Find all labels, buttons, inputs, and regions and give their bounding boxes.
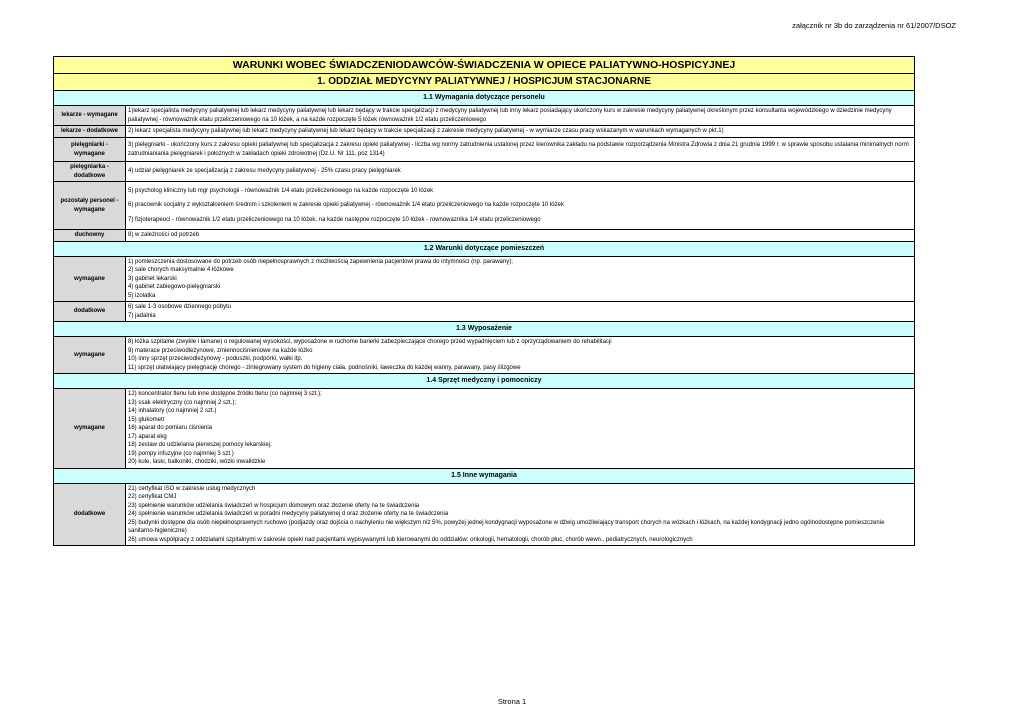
requirement-category: dodatkowe bbox=[54, 302, 126, 322]
requirement-item: 7) fizjoterapeuci - równoważnik 1/2 etatu przeliczeniowego na 10 łóżek, na każde następne rozpoczęte 10 łóżek - rownowaznika 1/4 etatu przeliczeniowego bbox=[128, 216, 541, 223]
section-header-row bbox=[54, 241, 915, 256]
section-header: 1.1 Wymagania dotyczące personelu bbox=[54, 91, 915, 106]
requirement-category: pielęgniarka - dodatkowe bbox=[54, 162, 126, 182]
requirement-item: 17) aparat ekg bbox=[128, 433, 167, 440]
requirement-item: 16) aparat do pomiaru ciśnienia bbox=[128, 425, 213, 431]
requirement-item: 2) sale chorych maksymalnie 4 łóżkowe bbox=[128, 267, 234, 273]
requirement-content bbox=[126, 138, 915, 162]
requirement-content bbox=[126, 162, 915, 182]
section-header-row bbox=[54, 322, 915, 337]
requirement-item: 4) udział pielęgniarek ze specjalizacją z zakresu medycyny paliatywnej - 25% czasu pracy pielęgniarek bbox=[128, 168, 401, 175]
requirement-row bbox=[54, 389, 915, 469]
requirement-item: 8) łóżka szpitalne (zwykłe i łamane) o regulowanej wysokości, wyposażone w ruchome barierki zabezpieczające chorego przed wypadnięciem lub z oprzyrządowaniem do rehabilitacji bbox=[128, 339, 612, 345]
requirement-category: pozostały personel - wymagane bbox=[54, 182, 126, 230]
requirement-content bbox=[126, 337, 915, 374]
requirements-table-body bbox=[54, 57, 915, 546]
requirement-item: 9) materace przeciwodleżynowe, zmiennociśnieniowe na każde łóżko bbox=[128, 347, 313, 354]
section-header: 1.2 Warunki dotyczące pomieszczeń bbox=[54, 241, 915, 256]
requirement-content bbox=[126, 483, 915, 546]
requirement-item: 24) spełnienie warunków udzielania świadczeń w poradni medycyny paliatywnej d oraz złożenie oferty na te świadczenia bbox=[128, 511, 449, 517]
requirement-item: 5) izolatka bbox=[128, 292, 156, 299]
section-header-row bbox=[54, 374, 915, 389]
requirement-item: 12) koncentrator tlenu lub inne dostępne źródło tlenu (co najmniej 3 szt.); bbox=[128, 391, 322, 397]
requirement-row bbox=[54, 182, 915, 230]
requirement-row bbox=[54, 256, 915, 302]
requirement-category: pielęgniarki - wymagane bbox=[54, 138, 126, 162]
requirement-row bbox=[54, 162, 915, 182]
requirement-item: 20) kule, laski, balkoniki, chodziki, wózki inwalidzkie bbox=[128, 459, 266, 465]
requirement-item: 7) jadalnia bbox=[128, 312, 156, 319]
requirement-item: 23) spełnienie warunków udzielania świadczeń w hospicjum domowym oraz złożenie oferty na te świadczenia bbox=[128, 502, 420, 509]
section-header-row bbox=[54, 468, 915, 483]
requirement-category: duchowny bbox=[54, 230, 126, 242]
requirement-item: 4) gabinet zabiegowo-pielęgniarski bbox=[128, 284, 221, 290]
subtitle-row bbox=[54, 74, 915, 91]
requirement-row bbox=[54, 302, 915, 322]
requirement-content bbox=[126, 389, 915, 469]
requirement-item: 15) glukometr bbox=[128, 416, 165, 423]
requirement-content bbox=[126, 182, 915, 230]
requirement-item: 13) ssak elektryczny (co najmniej 2 szt.); bbox=[128, 399, 237, 406]
requirement-item: 11) sprzęt ułatwiający pielęgnację chorego - zintegrowany system do higieny ciała, podnośniki, ławeczka do każdej wanny, parawany, pasy ślizgowe bbox=[128, 364, 521, 371]
requirement-item: 26) umowa współpracy z oddziałami szpitalnymi w zakresie opieki nad pacjentami wypisywanymi lub kierowanymi do oddziałów: onkologii, hematologii, chorób płuc, chorób wewn., pediatrycznych, neurologicznych bbox=[128, 536, 693, 543]
requirement-content bbox=[126, 106, 915, 126]
section-header: 1.4 Sprzęt medyczny i pomocniczy bbox=[54, 374, 915, 389]
requirement-item: 2) lekarz specjalista medycyny paliatywnej lub lekarz medycyny paliatywnej lub lekarz będący w trakcie specjalizacji z zakresie medycyny paliatywnej - w wymiarze czasu pracy wskazanym w warunkach wymaganych w pkt.1) bbox=[128, 128, 724, 135]
requirement-category: lekarze - wymagane bbox=[54, 106, 126, 126]
requirement-item: 1) pomieszczenia dostosowane do potrzeb osób niepełnosprawnych z możliwością zapewnienia pacjentowi prawa do intymności (np. parawany); bbox=[128, 258, 513, 265]
requirement-item: 1)lekarz specjalista medycyny paliatywnej lub lekarz medycyny paliatywnej lub lekarz będący w trakcie specjalizacji z medycyny paliatywnej lub inny lekarz posiadający ukończony kurs w zakresie medycyny paliatywnej określonym przez konsultanta wojewódzkiego w dziedzinie medycyny paliatywnej - równoważnik etatu przeliczeniowego na 10 łóżek, a na każde rozpoczęte 5 łóżek równoważnik 1/2 etatu przeliczeniowego bbox=[128, 108, 892, 123]
requirement-category: wymagane bbox=[54, 337, 126, 374]
requirement-item: 10) inny sprzęt przeciwodleżynowy - poduszki, podpórki, wałki itp. bbox=[128, 356, 303, 362]
requirement-content bbox=[126, 302, 915, 322]
requirement-row bbox=[54, 106, 915, 126]
requirement-content bbox=[126, 256, 915, 302]
requirement-item: 8) w zależności od potrzeb bbox=[128, 232, 200, 238]
document-subtitle: 1. ODDZIAŁ MEDYCYNY PALIATYWNEJ / HOSPICJUM STACJONARNE bbox=[54, 74, 915, 91]
requirement-category: lekarze - dodatkowe bbox=[54, 126, 126, 138]
section-header-row bbox=[54, 91, 915, 106]
requirement-content bbox=[126, 126, 915, 138]
requirement-category: dodatkowe bbox=[54, 483, 126, 546]
requirement-item: 22) certyfikat CMJ bbox=[128, 494, 177, 500]
requirement-item: 5) psycholog kliniczny lub mgr psychologii - równoważnik 1/4 etatu przeliczeniowego na każde rozpoczęte 10 łóżek bbox=[128, 187, 434, 194]
requirements-table bbox=[53, 56, 915, 546]
section-header: 1.3 Wyposażenie bbox=[54, 322, 915, 337]
requirement-content bbox=[126, 230, 915, 242]
title-row bbox=[54, 57, 915, 74]
requirement-item: 21) certyfikat ISO w zakresie usług medycznych bbox=[128, 485, 256, 492]
requirement-row bbox=[54, 483, 915, 546]
requirement-item: 25) budynki dostępne dla osób niepełnosprawnych ruchowo (podjazdy oraz dojścia o nachyleniu nie większym niż 5%, powyżej jednej kondygnacji wyposażone w dźwig umożliwiający transport chorych na wózkach i łóżkach, na każdej kondygnacji jedno ogólnodostępne pomieszczenie sanitarno-higieniczne) bbox=[128, 519, 885, 534]
document-title: WARUNKI WOBEC ŚWIADCZENIODAWCÓW-ŚWIADCZENIA W OPIECE PALIATYWNO-HOSPICYJNEJ bbox=[54, 57, 915, 74]
section-header: 1.5 Inne wymagania bbox=[54, 468, 915, 483]
requirement-category: wymagane bbox=[54, 389, 126, 469]
requirement-item: 3) pielęgniarki - ukończony kurs z zakresu opieki paliatywnej lub specjalizacja z zakresu opieki paliatywnej - liczba wg normy zatrudnienia ustalonej przez kierownika zakładu na podstawie rozporządzenia Ministra Zdrowia z dnia 21 grudnia 1999 r. w sprawie sposobu ustalania minimalnych norm zatrudnianiania pielęgniarek i położnych w zakładach opieki zdrowotnej (Dz.U. Nr 111, poz 1314) bbox=[128, 142, 909, 157]
attachment-note: załącznik nr 3b do zarządzenia nr 61/2007/DSOZ bbox=[792, 21, 956, 30]
requirement-item: 18) zestaw do udzielania pierwszej pomocy lekarskiej; bbox=[128, 442, 272, 448]
requirement-row bbox=[54, 230, 915, 242]
requirement-row bbox=[54, 126, 915, 138]
requirement-category: wymagane bbox=[54, 256, 126, 302]
requirement-item: 6) pracownik socjalny z wykształceniem średnim i szkoleniem w zakresie opieki paliatywnej - równoważnik 1/4 etatu przeliczeniowego na każde rozpoczęte 10 łóżek bbox=[128, 202, 564, 209]
requirement-item: 14) inhalatory (co najmniej 2 szt.) bbox=[128, 408, 217, 414]
requirement-item: 6) sale 1-3 osobowe dziennego pobytu bbox=[128, 304, 232, 310]
requirement-row bbox=[54, 337, 915, 374]
requirement-row bbox=[54, 138, 915, 162]
page-footer: Strona 1 bbox=[497, 697, 527, 706]
requirement-item: 19) pompy infuzyjne (co najmniej 3 szt.) bbox=[128, 450, 234, 457]
requirement-item: 3) gabinet lekarski bbox=[128, 275, 177, 282]
